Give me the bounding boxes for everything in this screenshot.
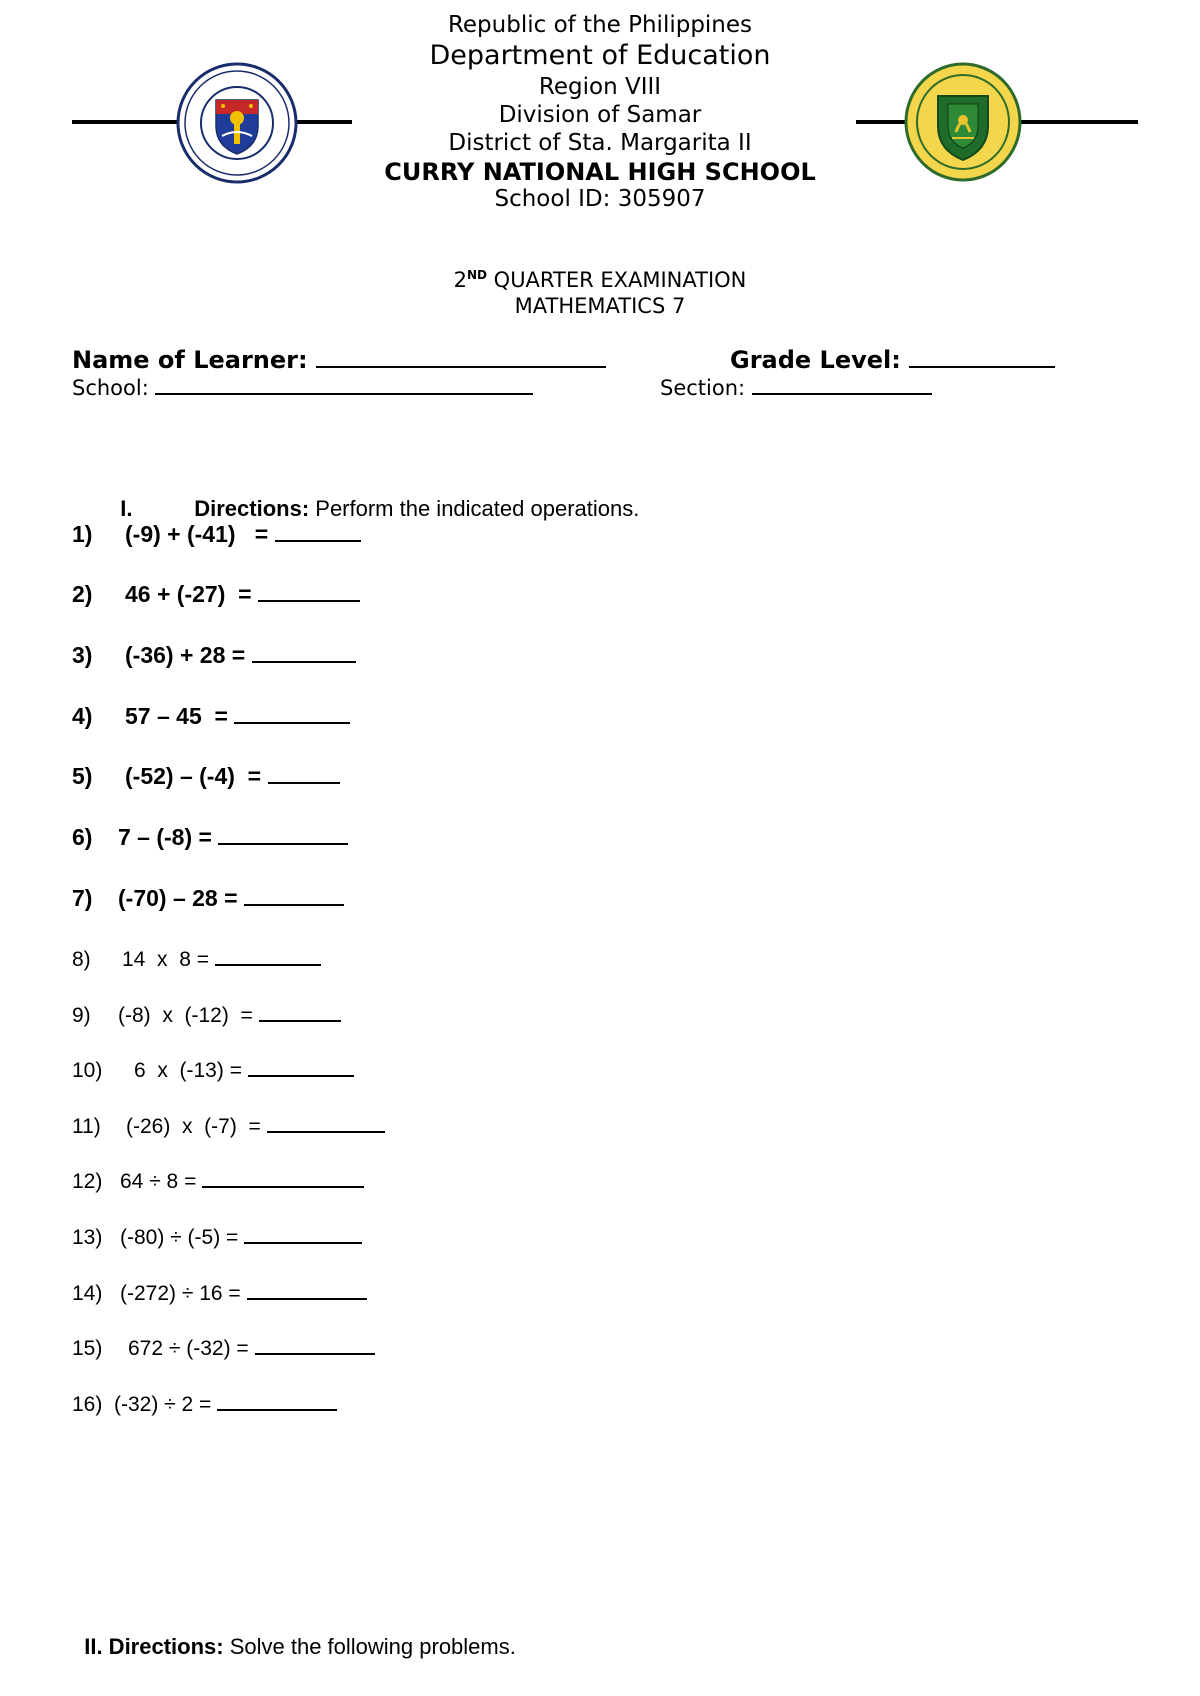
item-10 xyxy=(72,1055,354,1083)
header-school-id: School ID: 305907 xyxy=(494,186,706,212)
exam-title xyxy=(300,268,900,292)
answer-blank[interactable] xyxy=(252,641,356,663)
item-expression: (-272) ÷ 16 = xyxy=(120,1282,241,1305)
item-12 xyxy=(72,1166,364,1194)
section-field[interactable] xyxy=(660,376,932,400)
item-expression: 57 – 45 = xyxy=(125,703,228,729)
item-15 xyxy=(72,1333,375,1361)
header-school-name: CURRY NATIONAL HIGH SCHOOL xyxy=(384,158,816,186)
exam-title-text: QUARTER EXAMINATION xyxy=(486,268,747,292)
grade-level-blank[interactable] xyxy=(909,346,1055,368)
exam-quarter-number: 2 xyxy=(453,268,467,292)
header-department: Department of Education xyxy=(429,40,771,71)
item-8 xyxy=(72,944,321,972)
item-expression: 46 + (-27) = xyxy=(125,581,252,607)
name-blank[interactable] xyxy=(316,346,606,368)
part1-directions-label: Directions: xyxy=(194,496,310,521)
school-field[interactable] xyxy=(72,376,533,400)
item-number: 7) xyxy=(72,885,93,911)
item-3 xyxy=(72,641,356,669)
header-district: District of Sta. Margarita II xyxy=(448,130,752,156)
item-1 xyxy=(72,520,361,548)
item-number: 12) xyxy=(72,1170,103,1193)
part1-directions xyxy=(108,470,639,522)
item-16 xyxy=(72,1389,337,1417)
item-6 xyxy=(72,823,348,851)
item-5 xyxy=(72,762,340,790)
answer-blank[interactable] xyxy=(255,1333,375,1355)
item-number: 3) xyxy=(72,642,93,668)
item-number: 10) xyxy=(72,1059,103,1082)
header-region: Region VIII xyxy=(538,74,662,100)
item-expression: (-80) ÷ (-5) = xyxy=(120,1226,239,1249)
header-division: Division of Samar xyxy=(498,102,702,128)
answer-blank[interactable] xyxy=(218,823,348,845)
answer-blank[interactable] xyxy=(258,580,360,602)
item-expression: (-8) x (-12) = xyxy=(118,1004,253,1027)
item-number: 13) xyxy=(72,1226,103,1249)
item-2 xyxy=(72,580,360,608)
item-4 xyxy=(72,702,350,730)
item-number: 8) xyxy=(72,948,91,971)
answer-blank[interactable] xyxy=(247,1278,367,1300)
item-9 xyxy=(72,1000,341,1028)
item-expression: (-52) – (-4) = xyxy=(125,763,262,789)
item-7 xyxy=(72,884,344,912)
name-field[interactable] xyxy=(72,346,606,374)
exam-subject: MATHEMATICS 7 xyxy=(514,294,686,318)
part2-directions-label: II. Directions: xyxy=(84,1634,224,1659)
answer-blank[interactable] xyxy=(259,1000,341,1022)
answer-blank[interactable] xyxy=(217,1389,337,1411)
grade-level-field[interactable] xyxy=(730,346,1055,374)
item-14 xyxy=(72,1278,367,1306)
section-blank[interactable] xyxy=(752,377,932,395)
item-expression: 6 x (-13) = xyxy=(134,1059,242,1082)
item-expression: (-36) + 28 = xyxy=(125,642,246,668)
item-number: 11) xyxy=(72,1115,101,1138)
item-expression: 64 ÷ 8 = xyxy=(120,1170,197,1193)
answer-blank[interactable] xyxy=(267,1111,385,1133)
exam-quarter-superscript: ND xyxy=(466,268,487,282)
item-expression: 14 x 8 = xyxy=(122,948,209,971)
item-number: 16) xyxy=(72,1393,103,1416)
item-expression: (-26) x (-7) = xyxy=(126,1115,261,1138)
item-number: 4) xyxy=(72,703,93,729)
header-republic: Republic of the Philippines xyxy=(447,12,753,38)
answer-blank[interactable] xyxy=(244,1222,362,1244)
deped-seal-logo xyxy=(176,62,298,184)
answer-blank[interactable] xyxy=(248,1055,354,1077)
answer-blank[interactable] xyxy=(202,1166,364,1188)
item-13 xyxy=(72,1222,362,1250)
item-number: 15) xyxy=(72,1337,103,1360)
school-label: School: xyxy=(72,376,149,400)
item-number: 6) xyxy=(72,824,93,850)
item-expression: 672 ÷ (-32) = xyxy=(128,1337,249,1360)
item-number: 2) xyxy=(72,581,93,607)
part1-directions-text: Perform the indicated operations. xyxy=(309,496,640,521)
item-11 xyxy=(72,1111,385,1139)
answer-blank[interactable] xyxy=(244,884,344,906)
item-number: 1) xyxy=(72,521,93,547)
grade-level-label: Grade Level: xyxy=(730,346,901,374)
answer-blank[interactable] xyxy=(215,944,321,966)
item-expression: 7 – (-8) = xyxy=(118,824,212,850)
answer-blank[interactable] xyxy=(268,762,340,784)
item-expression: (-9) + (-41) = xyxy=(125,521,269,547)
item-expression: (-32) ÷ 2 = xyxy=(114,1393,212,1416)
part2-directions-text: Solve the following problems. xyxy=(223,1634,516,1659)
item-number: 14) xyxy=(72,1282,103,1305)
name-label: Name of Learner: xyxy=(72,346,308,374)
item-number: 5) xyxy=(72,763,93,789)
part1-roman: I. xyxy=(120,496,133,521)
answer-blank[interactable] xyxy=(275,520,361,542)
school-blank[interactable] xyxy=(155,377,533,395)
answer-blank[interactable] xyxy=(234,702,350,724)
item-expression: (-70) – 28 = xyxy=(118,885,238,911)
item-number: 9) xyxy=(72,1004,91,1027)
part2-directions xyxy=(72,1608,516,1660)
school-seal-logo xyxy=(904,62,1022,182)
section-label: Section: xyxy=(660,376,746,400)
